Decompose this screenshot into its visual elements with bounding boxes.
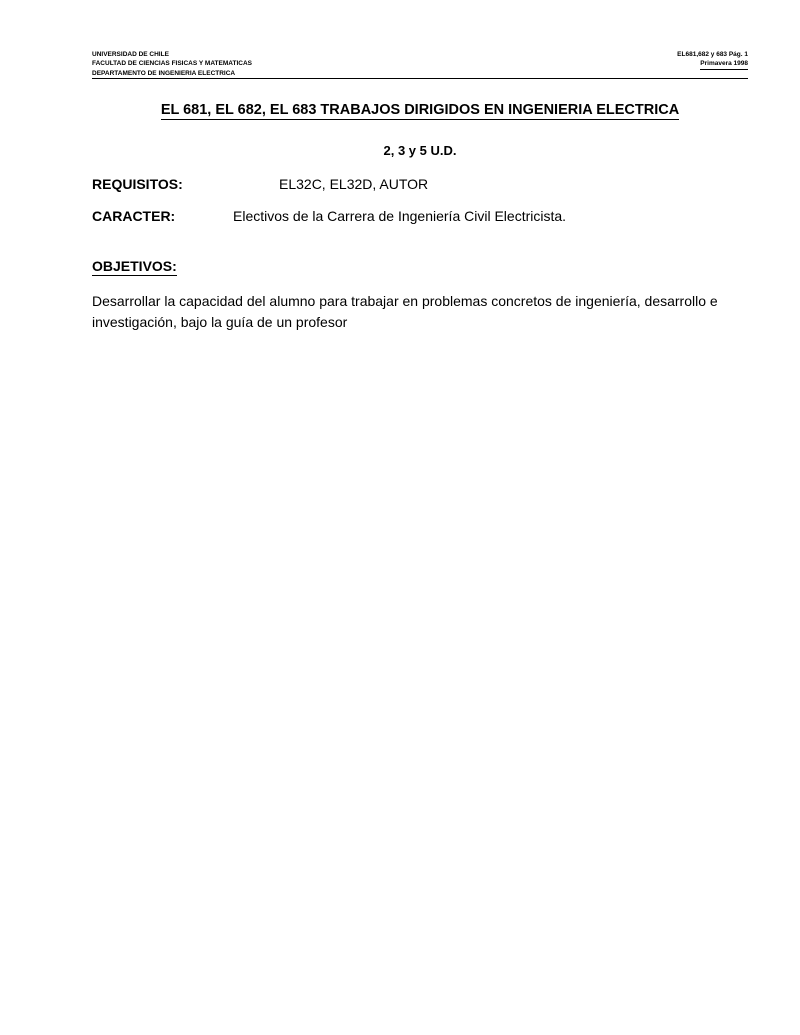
header-term-text: Primavera 1998 xyxy=(700,59,748,69)
page-header xyxy=(92,50,748,79)
header-course-page: EL681,682 y 683 Pág. 1 xyxy=(677,51,748,58)
header-row xyxy=(92,50,748,79)
header-divider xyxy=(92,78,748,79)
field-requisitos-label: REQUISITOS: xyxy=(92,176,183,192)
field-caracter-value: Electivos de la Carrera de Ingeniería Civil Electricista. xyxy=(233,208,567,224)
section-heading-objetivos-text: OBJETIVOS: xyxy=(92,258,177,274)
field-caracter-label: CARACTER: xyxy=(92,208,176,224)
header-term xyxy=(677,59,748,69)
section-heading-objetivos xyxy=(92,258,177,274)
page-title-text: EL 681, EL 682, EL 683 TRABAJOS DIRIGIDOS EN INGENIERIA ELECTRICA xyxy=(160,102,680,118)
objectives-paragraph: Desarrollar la capacidad del alumno para trabajar en problemas concretos de ingeniería, desarrollo e investigación, bajo la guía de un profesor xyxy=(92,293,718,330)
header-department-text: DEPARTAMENTO DE INGENIERIA ELECTRICA xyxy=(92,69,235,79)
page-subtitle: 2, 3 y 5 U.D. xyxy=(383,143,457,158)
page-title xyxy=(92,102,748,118)
header-institution-block xyxy=(92,50,252,79)
field-requisitos xyxy=(92,176,752,192)
field-requisitos-value: EL32C, EL32D, AUTOR xyxy=(279,176,429,192)
field-caracter xyxy=(92,208,752,224)
header-faculty: FACULTAD DE CIENCIAS FISICAS Y MATEMATICAS xyxy=(92,60,252,68)
header-course-block xyxy=(677,50,748,70)
header-university: UNIVERSIDAD DE CHILE xyxy=(92,51,169,58)
